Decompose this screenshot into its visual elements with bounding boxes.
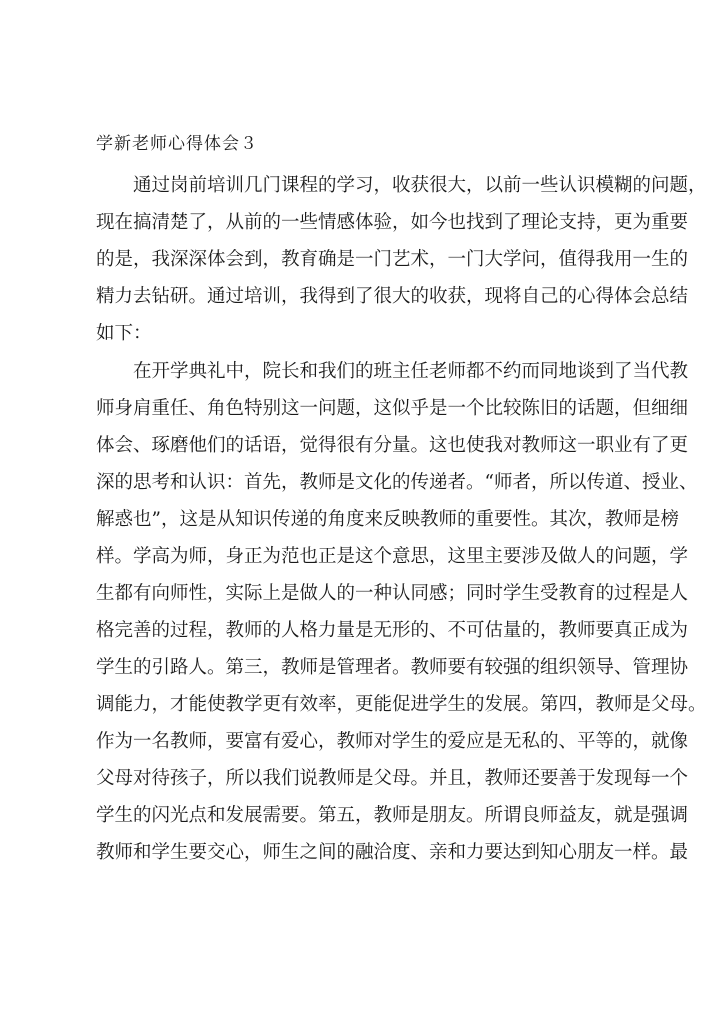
text-line: 样。学高为师，身正为范也正是这个意思，这里主要涉及做人的问题，学 [96,546,689,567]
paragraph-2 [96,353,707,871]
text-line: 师身肩重任、角色特别这一问题，这似乎是一个比较陈旧的话题，但细细 [96,398,689,419]
text-line: 调能力，才能使教学更有效率，更能促进学生的发展。第四，教师是父母。 [96,694,707,715]
text-line: 教师和学生要交心，师生之间的融洽度、亲和力要达到知心朋友一样。最 [96,842,689,863]
text-line: 体会、琢磨他们的话语，觉得很有分量。这也使我对教师这一职业有了更 [96,435,689,456]
text-line: 父母对待孩子，所以我们说教师是父母。并且，教师还要善于发现每一个 [96,768,689,789]
text-line: 的是，我深深体会到，教育确是一门艺术，一门大学问，值得我用一生的 [96,249,689,270]
text-line: 通过岗前培训几门课程的学习，收获很大，以前一些认识模糊的问题， [133,175,707,196]
text-line: 深的思考和认识：首先，教师是文化的传递者。“师者，所以传道、授业、 [96,472,698,493]
text-line: 学生的引路人。第三，教师是管理者。教师要有较强的组织领导、管理协 [96,657,689,678]
text-line: 在开学典礼中，院长和我们的班主任老师都不约而同地谈到了当代教 [133,361,689,382]
text-line: 如下： [96,323,152,344]
paragraph-1 [96,167,707,352]
text-line: 解惑也”，这是从知识传递的角度来反映教师的重要性。其次，教师是榜 [96,509,679,530]
text-line: 生都有向师性，实际上是做人的一种认同感；同时学生受教育的过程是人 [96,583,689,604]
document-title: 学新老师心得体会３ [96,134,258,154]
text-line: 精力去钻研。通过培训，我得到了很大的收获，现将自己的心得体会总结 [96,286,689,307]
text-line: 作为一名教师，要富有爱心，教师对学生的爱应是无私的、平等的，就像 [96,731,689,752]
text-line: 格完善的过程，教师的人格力量是无形的、不可估量的，教师要真正成为 [96,620,689,641]
text-line: 学生的闪光点和发展需要。第五，教师是朋友。所谓良师益友，就是强调 [96,805,689,826]
text-line: 现在搞清楚了，从前的一些情感体验，如今也找到了理论支持，更为重要 [96,212,689,233]
